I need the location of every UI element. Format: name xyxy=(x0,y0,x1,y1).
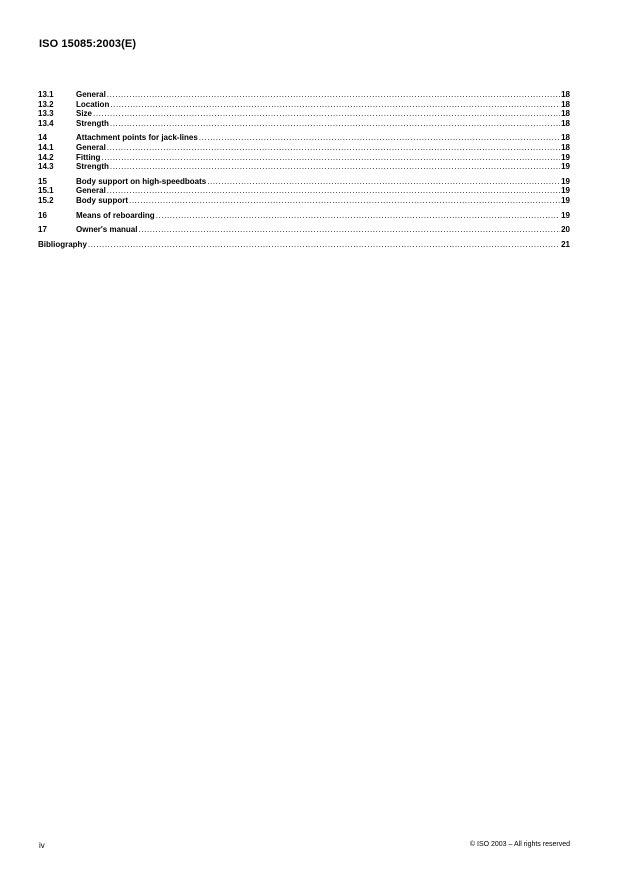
toc-dot-leader xyxy=(198,133,560,143)
toc-entry[interactable] xyxy=(38,109,570,119)
toc-entry-page: 18 xyxy=(561,133,570,143)
toc-group-14 xyxy=(38,133,570,171)
toc-entry[interactable] xyxy=(38,196,570,206)
toc-entry-page: 19 xyxy=(561,210,570,220)
toc-entry-title: Means of reboarding xyxy=(76,210,155,220)
toc-entry-title: Bibliography xyxy=(38,239,87,249)
toc-entry[interactable] xyxy=(38,177,570,187)
toc-entry[interactable] xyxy=(38,186,570,196)
toc-entry-number: 14.3 xyxy=(38,162,54,172)
toc-dot-leader xyxy=(100,153,560,163)
toc-entry[interactable] xyxy=(38,133,570,143)
toc-dot-leader xyxy=(106,90,560,100)
toc-entry-title: Fitting xyxy=(76,152,101,162)
toc-entry-number: 15.1 xyxy=(38,186,54,196)
toc-dot-leader xyxy=(206,177,560,187)
toc-entry[interactable] xyxy=(38,225,570,235)
toc-group-15 xyxy=(38,177,570,206)
toc-entry[interactable] xyxy=(38,153,570,163)
toc-entry-title: Body support on high-speedboats xyxy=(76,176,207,186)
toc-dot-leader xyxy=(155,211,560,221)
toc-entry-number: 13.1 xyxy=(38,90,54,99)
toc-group-bibliography xyxy=(38,240,570,250)
toc-group-13 xyxy=(38,90,570,128)
toc-entry-title: Owner's manual xyxy=(76,225,138,235)
toc-entry-page: 19 xyxy=(561,176,570,186)
toc-entry[interactable] xyxy=(38,162,570,172)
toc-entry[interactable] xyxy=(38,100,570,110)
toc-entry-number: 14 xyxy=(38,133,47,143)
toc-entry-page: 20 xyxy=(561,225,570,235)
toc-group-17 xyxy=(38,225,570,235)
toc-dot-leader xyxy=(87,240,560,250)
toc-dot-leader xyxy=(109,100,560,110)
toc-dot-leader xyxy=(106,186,560,196)
toc-entry-number: 15.2 xyxy=(38,195,54,205)
toc-entry-title: Strength xyxy=(76,118,109,128)
toc-entry-page: 18 xyxy=(561,90,570,99)
toc-entry-page: 19 xyxy=(561,152,570,162)
toc-group-16 xyxy=(38,211,570,221)
toc-entry-page: 21 xyxy=(561,239,570,249)
toc-entry-title: General xyxy=(76,90,106,99)
toc-dot-leader xyxy=(92,109,560,119)
toc-entry-number: 16 xyxy=(38,210,47,220)
toc-dot-leader xyxy=(109,119,560,129)
toc-entry-title: General xyxy=(76,142,106,152)
toc-entry[interactable] xyxy=(38,90,570,100)
toc-entry[interactable] xyxy=(38,119,570,129)
toc-entry-title: Location xyxy=(76,99,110,109)
toc-dot-leader xyxy=(128,196,560,206)
toc-entry-title: Attachment points for jack-lines xyxy=(76,133,198,143)
toc-entry-number: 14.2 xyxy=(38,152,54,162)
toc-entry-number: 13.4 xyxy=(38,118,54,128)
toc-entry-title: Strength xyxy=(76,162,109,172)
toc-entry-title: General xyxy=(76,186,106,196)
toc-entry-number: 13.3 xyxy=(38,109,54,119)
toc-entry-title: Size xyxy=(76,109,93,119)
toc-entry-page: 19 xyxy=(561,186,570,196)
toc-entry-number: 14.1 xyxy=(38,142,54,152)
toc-entry-page: 18 xyxy=(561,142,570,152)
toc-entry-number: 13.2 xyxy=(38,99,54,109)
toc-dot-leader xyxy=(109,162,560,172)
table-of-contents xyxy=(38,90,570,254)
toc-entry-number: 17 xyxy=(38,225,47,235)
toc-entry[interactable] xyxy=(38,143,570,153)
toc-dot-leader xyxy=(106,143,560,153)
toc-entry-page: 18 xyxy=(561,118,570,128)
toc-entry[interactable] xyxy=(38,240,570,250)
toc-entry-page: 18 xyxy=(561,99,570,109)
toc-entry[interactable] xyxy=(38,211,570,221)
toc-entry-title: Body support xyxy=(76,195,128,205)
toc-entry-page: 19 xyxy=(561,162,570,172)
toc-dot-leader xyxy=(137,225,560,235)
toc-entry-page: 19 xyxy=(561,195,570,205)
footer-copyright: © ISO 2003 – All rights reserved xyxy=(469,841,570,848)
toc-entry-number: 15 xyxy=(38,176,47,186)
document-header: ISO 15085:2003(E) xyxy=(39,38,137,50)
footer-page-number: iv xyxy=(39,841,45,850)
toc-entry-page: 18 xyxy=(561,109,570,119)
